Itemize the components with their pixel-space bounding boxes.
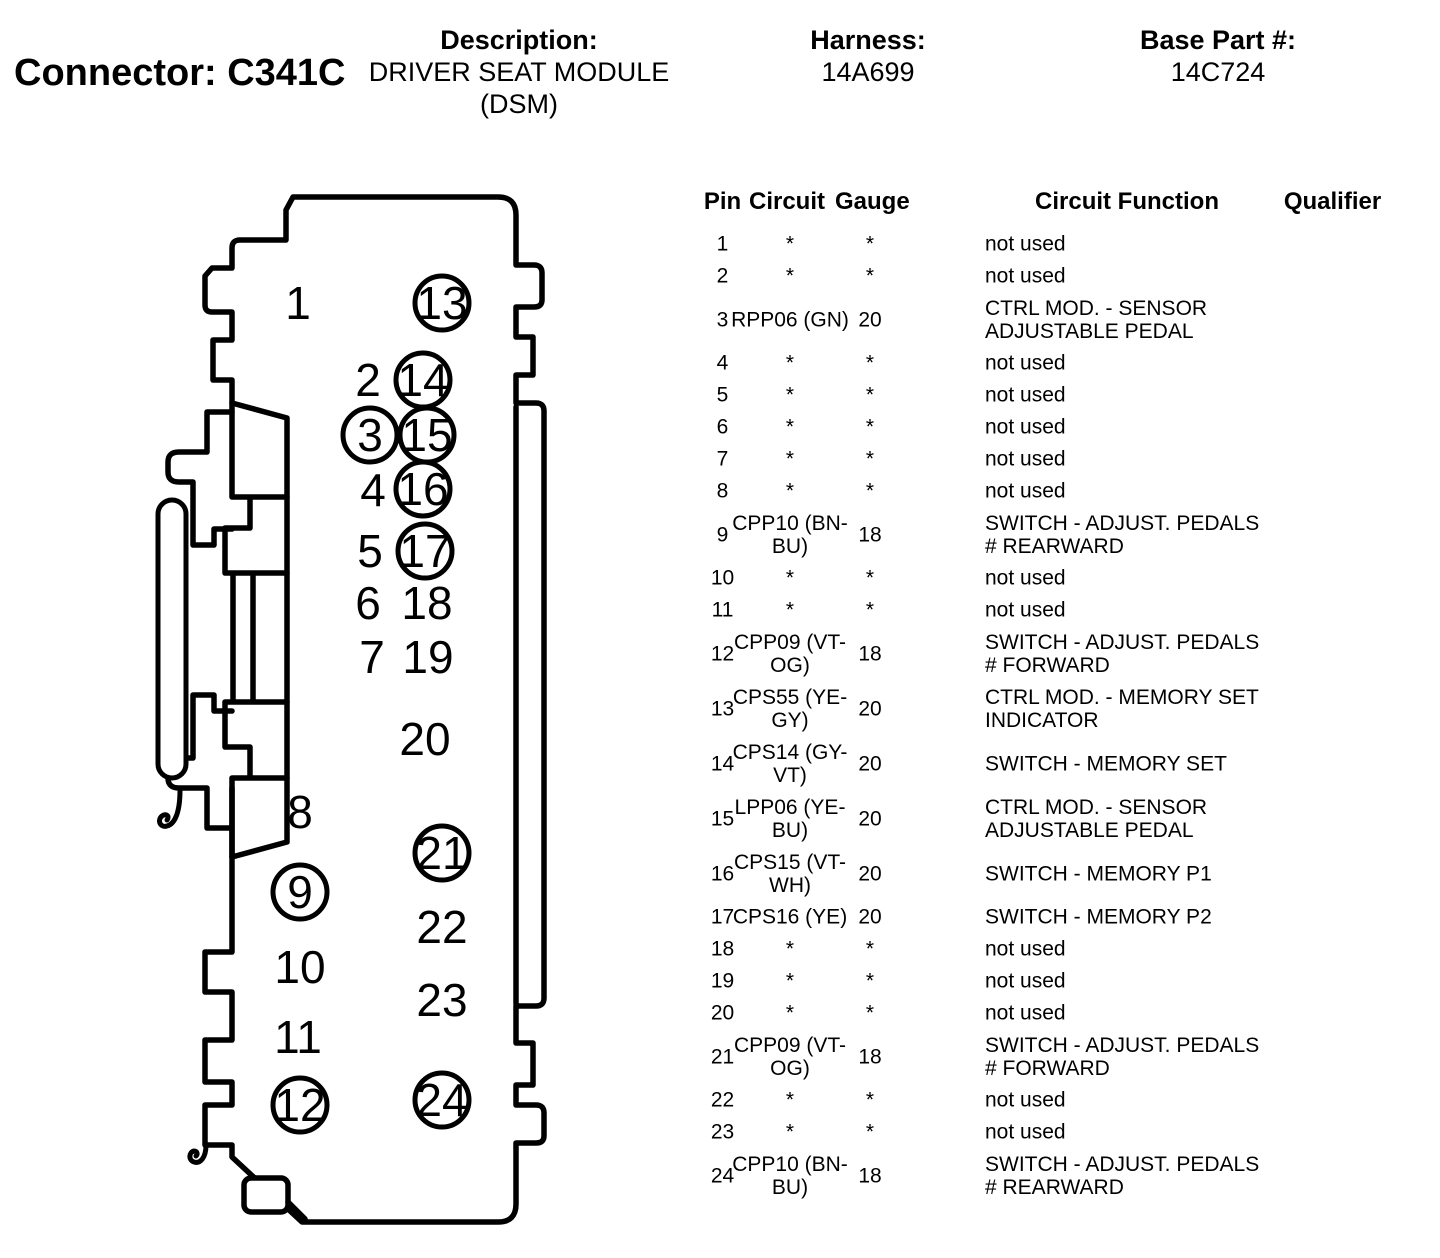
pin-cell: 24 xyxy=(710,1164,735,1187)
gauge-cell: * xyxy=(865,1120,875,1144)
circuit-cell: CPP09 (VT-OG) xyxy=(733,630,847,677)
pin-number-15: 15 xyxy=(401,409,453,461)
circuit-cell: CPP10 (BN-BU) xyxy=(732,511,848,558)
pin-number-12: 12 xyxy=(274,1079,326,1131)
circuit-cell: * xyxy=(785,383,795,407)
circuit-cell: * xyxy=(785,264,795,288)
table-row xyxy=(700,1084,1410,1116)
circuit-function-cell: not used xyxy=(985,937,1066,961)
table-row xyxy=(700,292,1410,347)
table-row xyxy=(700,562,1410,594)
column-header-pin: Pin xyxy=(703,188,742,215)
pin-cell: 12 xyxy=(710,642,735,665)
circuit-function-cell: CTRL MOD. - SENSOR ADJUSTABLE PEDAL xyxy=(985,296,1208,343)
circuit-function-cell: not used xyxy=(985,969,1066,993)
circuit-function-cell: not used xyxy=(985,1120,1066,1144)
circuit-cell: CPS15 (VT-WH) xyxy=(733,850,847,897)
pin-number-20: 20 xyxy=(399,713,451,765)
pin-table-body xyxy=(700,228,1410,1203)
pin-cell: 8 xyxy=(716,479,729,503)
circuit-cell: * xyxy=(785,415,795,439)
gauge-cell: * xyxy=(865,415,875,439)
pin-number-1: 1 xyxy=(285,277,311,329)
pin-cell: 23 xyxy=(710,1120,735,1144)
pin-cell: 16 xyxy=(710,862,735,885)
latch-curl-hook xyxy=(160,790,180,826)
gauge-cell: * xyxy=(865,447,875,471)
pin-number-8: 8 xyxy=(287,786,313,838)
description-block xyxy=(319,24,719,120)
page-title: Connector: C341C xyxy=(14,52,346,94)
circuit-function-cell: SWITCH - MEMORY P2 xyxy=(985,905,1212,929)
pin-cell: 2 xyxy=(716,264,729,288)
table-row xyxy=(700,846,1410,901)
table-row xyxy=(700,443,1410,475)
gauge-cell: * xyxy=(865,479,875,503)
harness-block xyxy=(768,24,968,88)
circuit-cell: CPP10 (BN-BU) xyxy=(732,1152,848,1199)
gauge-cell: * xyxy=(865,383,875,407)
pin-number-19: 19 xyxy=(402,631,454,683)
table-row xyxy=(700,736,1410,791)
circuit-cell: * xyxy=(785,1120,795,1144)
circuit-cell: CPS14 (GY-VT) xyxy=(732,740,848,787)
table-row xyxy=(700,594,1410,626)
gauge-cell: * xyxy=(865,969,875,993)
circuit-cell: CPP09 (VT-OG) xyxy=(733,1033,847,1080)
description-value-line2: (DSM) xyxy=(480,89,558,119)
pin-cell: 19 xyxy=(710,969,735,993)
gauge-cell: 18 xyxy=(858,523,882,546)
pin-cell: 20 xyxy=(710,1001,735,1025)
pin-cell: 13 xyxy=(710,697,735,720)
harness-value: 14A699 xyxy=(821,57,915,87)
circuit-function-cell: SWITCH - ADJUST. PEDALS # FORWARD xyxy=(985,630,1260,677)
circuit-cell: * xyxy=(785,937,795,961)
gauge-cell: * xyxy=(865,1088,875,1112)
table-row xyxy=(700,965,1410,997)
pin-number-6: 6 xyxy=(355,577,381,629)
pin-cell: 10 xyxy=(710,566,735,590)
gauge-cell: * xyxy=(865,264,875,288)
circuit-function-cell: SWITCH - ADJUST. PEDALS # REARWARD xyxy=(985,1152,1260,1199)
table-row xyxy=(700,1029,1410,1084)
gauge-cell: * xyxy=(865,937,875,961)
circuit-cell: LPP06 (YE-BU) xyxy=(734,795,846,842)
pin-number-17: 17 xyxy=(399,525,451,577)
circuit-cell: CPS55 (YE-GY) xyxy=(732,685,848,732)
tab-curl-hook xyxy=(190,1145,206,1162)
circuit-function-cell: not used xyxy=(985,415,1066,439)
pin-number-22: 22 xyxy=(416,901,468,953)
pin-cell: 22 xyxy=(710,1088,735,1112)
pin-cell: 7 xyxy=(716,447,729,471)
pin-cell: 6 xyxy=(716,415,729,439)
pin-cell: 5 xyxy=(716,383,729,407)
circuit-function-cell: not used xyxy=(985,264,1066,288)
circuit-cell: * xyxy=(785,232,795,256)
circuit-function-cell: not used xyxy=(985,351,1066,375)
gauge-cell: * xyxy=(865,598,875,622)
circuit-function-cell: SWITCH - MEMORY P1 xyxy=(985,862,1212,885)
pin-number-4: 4 xyxy=(360,464,386,516)
table-row xyxy=(700,1116,1410,1148)
pin-cell: 18 xyxy=(710,937,735,961)
table-row xyxy=(700,626,1410,681)
table-row xyxy=(700,507,1410,562)
pin-cell: 14 xyxy=(710,752,735,775)
pin-cell: 9 xyxy=(716,523,729,546)
table-row xyxy=(700,347,1410,379)
table-row xyxy=(700,379,1410,411)
circuit-function-cell: CTRL MOD. - MEMORY SET INDICATOR xyxy=(985,685,1259,732)
pin-number-10: 10 xyxy=(274,941,326,993)
table-row xyxy=(700,791,1410,846)
circuit-function-cell: not used xyxy=(985,1088,1066,1112)
circuit-function-cell: not used xyxy=(985,1001,1066,1025)
pin-table-header xyxy=(700,188,1410,228)
pin-number-9: 9 xyxy=(287,866,313,918)
column-header-qualifier: Qualifier xyxy=(1283,188,1382,215)
table-row xyxy=(700,228,1410,260)
circuit-function-cell: not used xyxy=(985,383,1066,407)
table-row xyxy=(700,901,1410,933)
pin-number-23: 23 xyxy=(416,974,468,1026)
circuit-cell: * xyxy=(785,351,795,375)
circuit-function-cell: SWITCH - MEMORY SET xyxy=(985,752,1227,775)
pin-cell: 3 xyxy=(716,308,729,331)
pin-cell: 21 xyxy=(710,1045,735,1068)
gauge-cell: 20 xyxy=(858,697,882,720)
table-row xyxy=(700,475,1410,507)
circuit-cell: * xyxy=(785,598,795,622)
pin-table xyxy=(700,188,1410,1203)
circuit-function-cell: not used xyxy=(985,479,1066,503)
column-header-gauge: Gauge xyxy=(835,188,910,215)
gauge-cell: 18 xyxy=(858,642,882,665)
table-row xyxy=(700,681,1410,736)
table-row xyxy=(700,260,1410,292)
gauge-cell: * xyxy=(865,566,875,590)
column-header-circuit: Circuit xyxy=(748,188,825,215)
circuit-cell: * xyxy=(785,1001,795,1025)
circuit-cell: RPP06 (GN) xyxy=(731,308,849,331)
gauge-cell: 20 xyxy=(858,862,882,885)
connector-body-outline xyxy=(205,197,544,1222)
gauge-cell: 20 xyxy=(858,308,882,331)
pin-cell: 4 xyxy=(716,351,729,375)
circuit-cell: * xyxy=(785,969,795,993)
circuit-cell: * xyxy=(785,1088,795,1112)
circuit-cell: CPS16 (YE) xyxy=(732,905,848,929)
pin-number-7: 7 xyxy=(359,631,385,683)
gauge-cell: 20 xyxy=(858,752,882,775)
table-row xyxy=(700,411,1410,443)
pin-number-3: 3 xyxy=(357,409,383,461)
column-header-circuit-function: Circuit Function xyxy=(1035,188,1219,215)
pin-cell: 17 xyxy=(710,905,735,929)
pin-number-18: 18 xyxy=(401,577,453,629)
circuit-function-cell: not used xyxy=(985,447,1066,471)
circuit-function-cell: CTRL MOD. - SENSOR ADJUSTABLE PEDAL xyxy=(985,795,1208,842)
circuit-function-cell: not used xyxy=(985,232,1066,256)
gauge-cell: 20 xyxy=(858,807,882,830)
gauge-cell: * xyxy=(865,232,875,256)
circuit-function-cell: not used xyxy=(985,566,1066,590)
pin-cell: 11 xyxy=(711,598,734,622)
pin-number-16: 16 xyxy=(397,463,449,515)
pin-number-21: 21 xyxy=(416,827,468,879)
circuit-cell: * xyxy=(785,447,795,471)
base-part-block xyxy=(1098,24,1338,88)
table-row xyxy=(700,997,1410,1029)
gauge-cell: 20 xyxy=(858,905,882,929)
pin-cell: 1 xyxy=(716,232,729,256)
circuit-function-cell: not used xyxy=(985,598,1066,622)
base-part-label: Base Part #: xyxy=(1139,25,1297,55)
circuit-cell: * xyxy=(785,479,795,503)
pin-number-13: 13 xyxy=(416,277,468,329)
harness-label: Harness: xyxy=(810,25,926,55)
circuit-cell: * xyxy=(785,566,795,590)
gauge-cell: 18 xyxy=(858,1164,882,1187)
table-row xyxy=(700,933,1410,965)
gauge-cell: * xyxy=(865,1001,875,1025)
table-row xyxy=(700,1148,1410,1203)
gauge-cell: * xyxy=(865,351,875,375)
circuit-function-cell: SWITCH - ADJUST. PEDALS # FORWARD xyxy=(985,1033,1260,1080)
gauge-cell: 18 xyxy=(858,1045,882,1068)
description-value-line1: DRIVER SEAT MODULE xyxy=(368,57,670,87)
pin-number-11: 11 xyxy=(274,1011,322,1063)
base-part-value: 14C724 xyxy=(1170,57,1266,87)
pin-number-14: 14 xyxy=(397,354,449,406)
description-label: Description: xyxy=(440,25,598,55)
pin-number-2: 2 xyxy=(355,354,381,406)
index-notch xyxy=(244,1178,288,1212)
connector-face-diagram xyxy=(140,180,560,1258)
circuit-function-cell: SWITCH - ADJUST. PEDALS # REARWARD xyxy=(985,511,1260,558)
pin-number-24: 24 xyxy=(416,1074,468,1126)
latch-lever xyxy=(158,500,186,778)
pin-number-5: 5 xyxy=(357,525,383,577)
pin-cell: 15 xyxy=(710,807,735,830)
